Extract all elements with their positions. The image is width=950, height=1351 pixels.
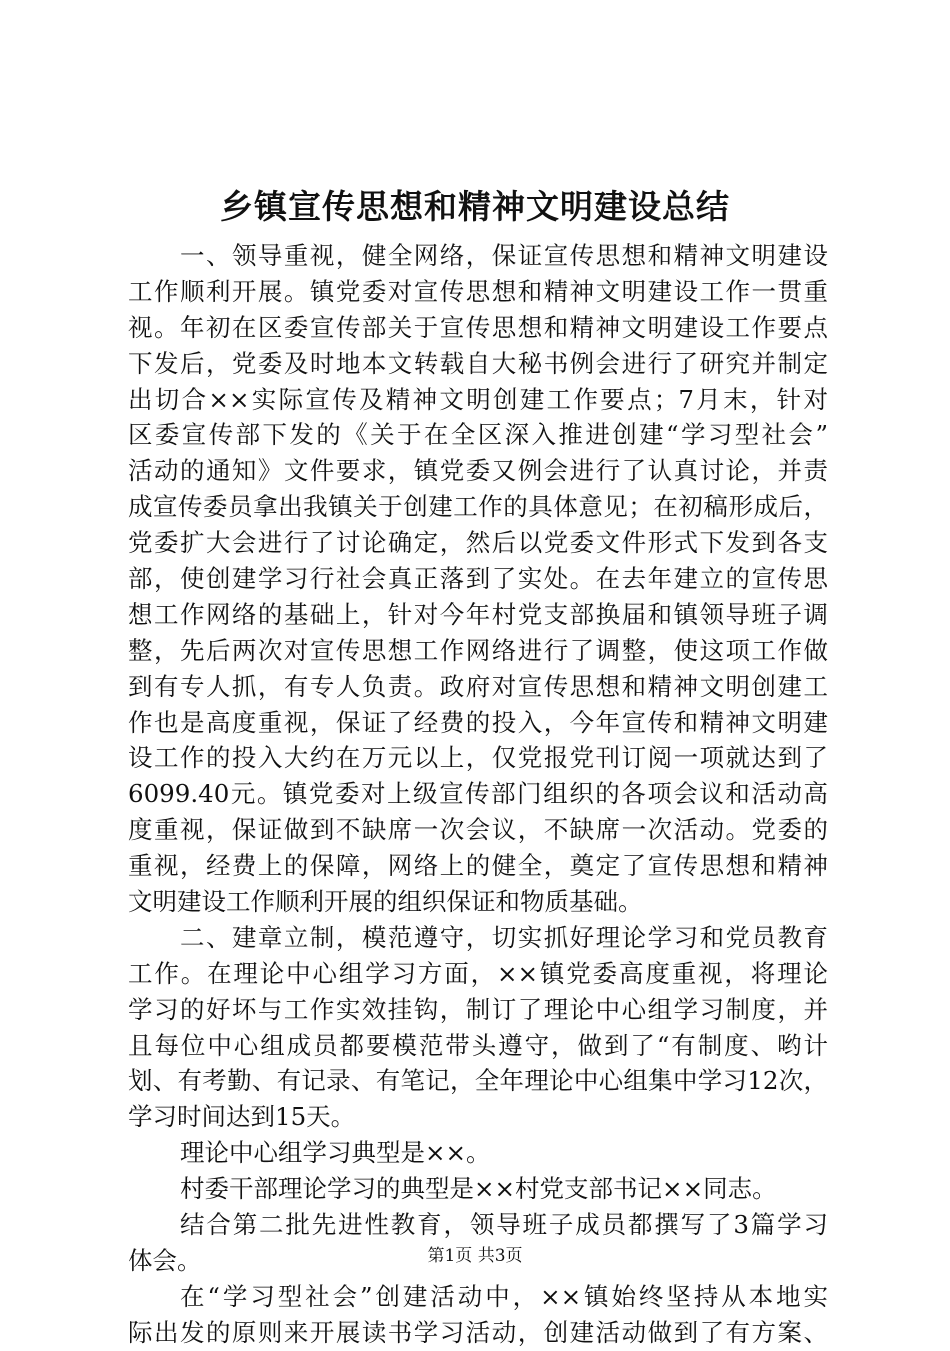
text-line: 工作顺利开展。镇党委对宣传思想和精神文明建设工作一贯重 — [128, 276, 828, 306]
text-line: 想工作网络的基础上，针对今年村党支部换届和镇领导班子调 — [128, 599, 828, 629]
page-footer: 第1页 共3页 — [427, 1246, 523, 1266]
text-line: 出切合××实际宣传及精神文明创建工作要点；7月末，针对 — [128, 384, 828, 414]
text-line: 工作。在理论中心组学习方面，××镇党委高度重视，将理论 — [128, 958, 828, 988]
text-line: 区委宣传部下发的《关于在全区深入推进创建“学习型社会” — [128, 420, 828, 450]
text-line: 作也是高度重视，保证了经费的投入，今年宣传和精神文明建 — [128, 707, 828, 737]
text-line: 度重视，保证做到不缺席一次会议，不缺席一次活动。党委的 — [128, 815, 828, 845]
text-line: 学习时间达到15天。 — [128, 1102, 356, 1132]
text-line: 在“学习型社会”创建活动中，××镇始终坚持从本地实 — [180, 1281, 828, 1311]
text-line: 整，先后两次对宣传思想工作网络进行了调整，使这项工作做 — [128, 635, 828, 665]
text-line: 重视，经费上的保障，网络上的健全，奠定了宣传思想和精神 — [128, 851, 828, 881]
text-line: 村委干部理论学习的典型是××村党支部书记××同志。 — [180, 1174, 777, 1204]
text-line: 划、有考勤、有记录、有笔记，全年理论中心组集中学习12次， — [128, 1066, 828, 1096]
document-body — [128, 238, 828, 1351]
text-line: 设工作的投入大约在万元以上，仅党报党刊订阅一项就达到了 — [128, 743, 828, 773]
text-line: 成宣传委员拿出我镇关于创建工作的具体意见；在初稿形成后， — [128, 492, 828, 522]
text-line: 文明建设工作顺利开展的组织保证和物质基础。 — [128, 887, 643, 917]
text-line: 下发后，党委及时地本文转载自大秘书例会进行了研究并制定 — [128, 348, 828, 378]
text-line: 部，使创建学习行社会真正落到了实处。在去年建立的宣传思 — [128, 564, 828, 594]
text-line: 结合第二批先进性教育，领导班子成员都撰写了3篇学习 — [180, 1210, 828, 1240]
text-line: 体会。 — [128, 1245, 202, 1275]
text-line: 际出发的原则来开展读书学习活动，创建活动做到了有方案、 — [128, 1317, 828, 1347]
text-line: 理论中心组学习典型是××。 — [180, 1138, 491, 1168]
text-line: 视。年初在区委宣传部关于宣传思想和精神文明建设工作要点 — [128, 312, 828, 342]
text-line: 学习的好坏与工作实效挂钩，制订了理论中心组学习制度，并 — [128, 994, 828, 1024]
text-line: 到有专人抓，有专人负责。政府对宣传思想和精神文明创建工 — [128, 671, 828, 701]
text-line: 二、建章立制，模范遵守，切实抓好理论学习和党员教育 — [180, 922, 828, 952]
text-line: 党委扩大会进行了讨论确定，然后以党委文件形式下发到各支 — [128, 528, 828, 558]
text-line: 活动的通知》文件要求，镇党委又例会进行了认真讨论，并责 — [128, 456, 828, 486]
text-line: 一、领导重视，健全网络，保证宣传思想和精神文明建设 — [180, 241, 828, 270]
text-line: 6099.40元。镇党委对上级宣传部门组织的各项会议和活动高 — [128, 779, 828, 809]
document-title: 乡镇宣传思想和精神文明建设总结 — [220, 187, 730, 226]
text-line: 且每位中心组成员都要模范带头遵守，做到了“有制度、哟计 — [128, 1030, 828, 1060]
